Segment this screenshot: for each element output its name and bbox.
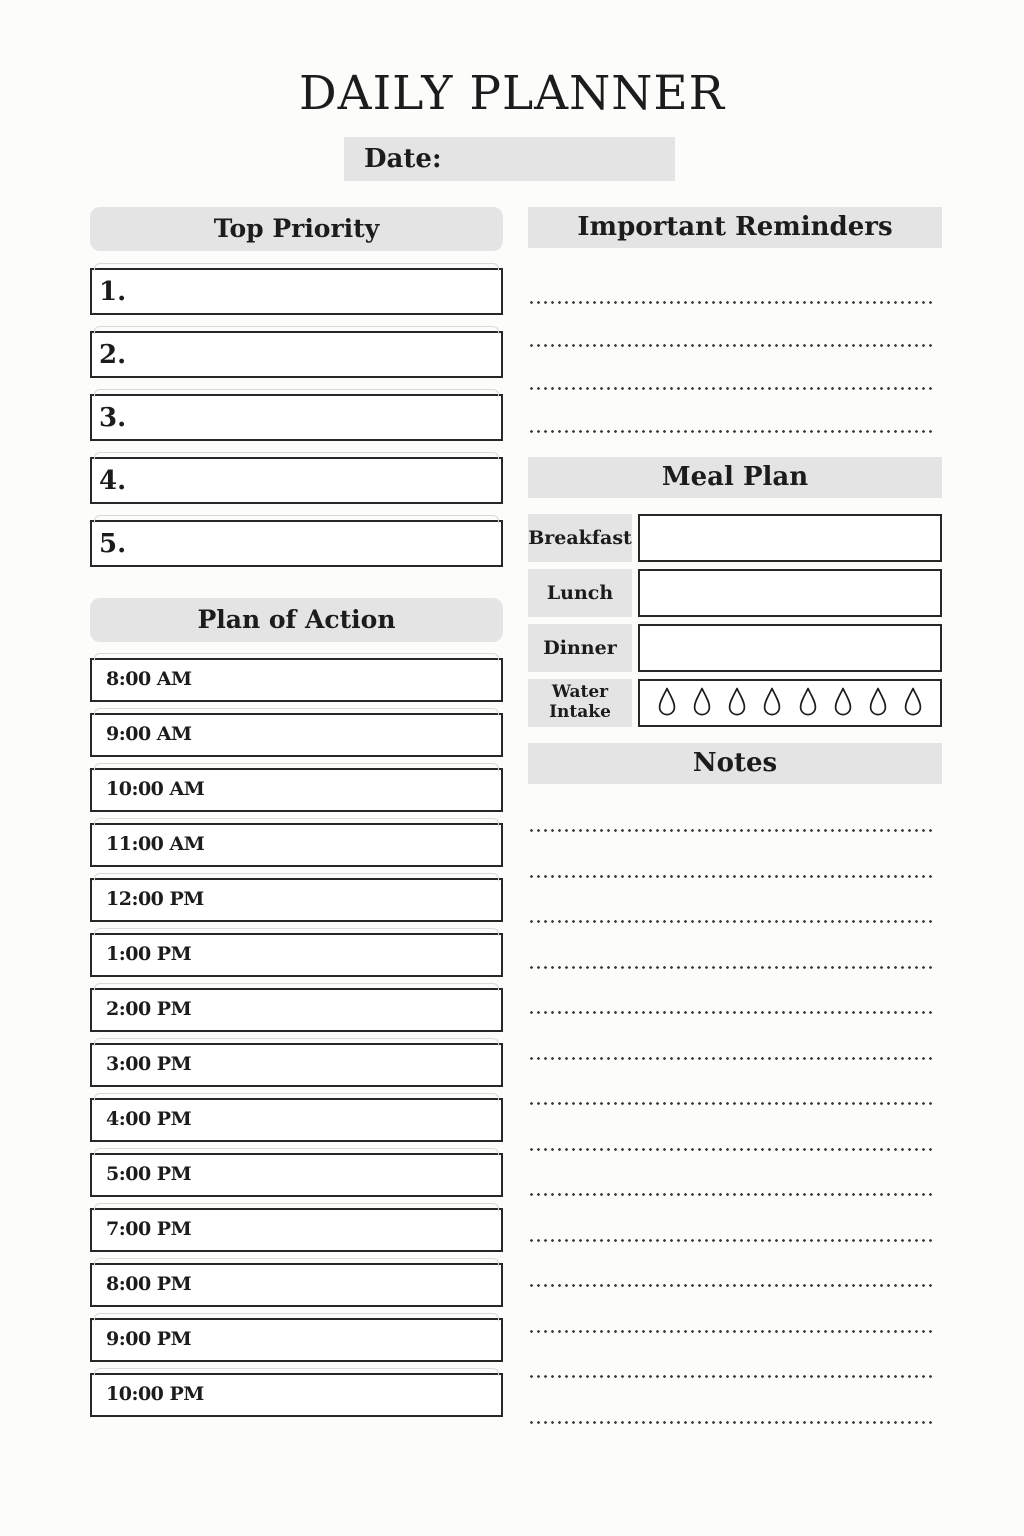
time-slot-box[interactable] — [90, 713, 503, 757]
priority-input-box[interactable] — [90, 394, 503, 441]
priority-number: 2. — [99, 339, 127, 370]
time-slot-label: 1:00 PM — [106, 942, 192, 965]
priority-number: 5. — [99, 528, 127, 559]
time-slot-box[interactable] — [90, 1318, 503, 1362]
note-writing-line[interactable] — [528, 1193, 932, 1196]
priority-input-box[interactable] — [90, 520, 503, 567]
meal-input-box[interactable] — [638, 569, 942, 617]
time-slot-box[interactable] — [90, 1208, 503, 1252]
time-slot-list — [90, 658, 503, 1417]
reminders-lines — [528, 248, 942, 433]
reminder-writing-line[interactable] — [528, 344, 932, 347]
meal-plan-rows — [528, 514, 942, 672]
priority-number: 4. — [99, 465, 127, 496]
water-drop-icon[interactable] — [867, 686, 889, 720]
note-writing-line[interactable] — [528, 1330, 932, 1333]
meal-row — [528, 569, 942, 617]
meal-label: Lunch — [528, 569, 632, 617]
right-column — [528, 207, 942, 1424]
meal-input-box[interactable] — [638, 514, 942, 562]
time-slot-box[interactable] — [90, 1373, 503, 1417]
time-slot-label: 10:00 AM — [106, 777, 205, 800]
time-slot-label: 7:00 PM — [106, 1217, 192, 1240]
time-slot-box[interactable] — [90, 658, 503, 702]
water-intake-label-line1: Water — [551, 682, 609, 703]
important-reminders-header: Important Reminders — [528, 207, 942, 248]
reminder-writing-line[interactable] — [528, 301, 932, 304]
note-writing-line[interactable] — [528, 1239, 932, 1242]
meal-input-box[interactable] — [638, 624, 942, 672]
time-slot-box[interactable] — [90, 1043, 503, 1087]
water-drop-icon[interactable] — [832, 686, 854, 720]
note-writing-line[interactable] — [528, 1421, 932, 1424]
time-slot-label: 3:00 PM — [106, 1052, 192, 1075]
water-drop-icon[interactable] — [797, 686, 819, 720]
water-intake-label — [528, 679, 632, 727]
time-slot-label: 4:00 PM — [106, 1107, 192, 1130]
meal-row — [528, 514, 942, 562]
meal-label: Dinner — [528, 624, 632, 672]
time-slot-label: 9:00 PM — [106, 1327, 192, 1350]
date-field[interactable] — [344, 137, 675, 181]
reminder-writing-line[interactable] — [528, 430, 932, 433]
note-writing-line[interactable] — [528, 1284, 932, 1287]
meal-label: Breakfast — [528, 514, 632, 562]
reminder-writing-line[interactable] — [528, 387, 932, 390]
time-slot-label: 2:00 PM — [106, 997, 192, 1020]
note-writing-line[interactable] — [528, 1375, 932, 1378]
water-intake-label-line2: Intake — [549, 702, 611, 722]
priority-input-box[interactable] — [90, 331, 503, 378]
water-intake-tracker — [638, 679, 942, 727]
time-slot-box[interactable] — [90, 1153, 503, 1197]
time-slot-box[interactable] — [90, 1098, 503, 1142]
water-drop-icon[interactable] — [656, 686, 678, 720]
priority-input-box[interactable] — [90, 268, 503, 315]
plan-of-action-header: Plan of Action — [90, 598, 503, 642]
time-slot-box[interactable] — [90, 933, 503, 977]
priority-number: 1. — [99, 276, 127, 307]
note-writing-line[interactable] — [528, 920, 932, 923]
note-writing-line[interactable] — [528, 1102, 932, 1105]
left-column — [90, 207, 503, 1428]
page-title: DAILY PLANNER — [298, 66, 726, 121]
note-writing-line[interactable] — [528, 1011, 932, 1014]
priority-input-box[interactable] — [90, 457, 503, 504]
notes-lines — [528, 784, 942, 1424]
top-priority-list — [90, 268, 503, 567]
time-slot-label: 8:00 AM — [106, 667, 192, 690]
meal-row — [528, 624, 942, 672]
time-slot-box[interactable] — [90, 878, 503, 922]
note-writing-line[interactable] — [528, 875, 932, 878]
water-drop-icon[interactable] — [691, 686, 713, 720]
notes-header: Notes — [528, 743, 942, 784]
priority-number: 3. — [99, 402, 127, 433]
top-priority-header: Top Priority — [90, 207, 503, 251]
time-slot-label: 10:00 PM — [106, 1382, 204, 1405]
water-drop-icon[interactable] — [902, 686, 924, 720]
time-slot-box[interactable] — [90, 1263, 503, 1307]
note-writing-line[interactable] — [528, 1057, 932, 1060]
water-intake-row — [528, 679, 942, 727]
time-slot-label: 9:00 AM — [106, 722, 192, 745]
time-slot-box[interactable] — [90, 823, 503, 867]
time-slot-label: 12:00 PM — [106, 887, 204, 910]
time-slot-label: 8:00 PM — [106, 1272, 192, 1295]
time-slot-label: 11:00 AM — [106, 832, 205, 855]
time-slot-label: 5:00 PM — [106, 1162, 192, 1185]
meal-plan-header: Meal Plan — [528, 457, 942, 498]
note-writing-line[interactable] — [528, 966, 932, 969]
note-writing-line[interactable] — [528, 1148, 932, 1151]
time-slot-box[interactable] — [90, 768, 503, 812]
date-label: Date: — [364, 144, 442, 174]
water-drop-icon[interactable] — [726, 686, 748, 720]
time-slot-box[interactable] — [90, 988, 503, 1032]
note-writing-line[interactable] — [528, 829, 932, 832]
water-drop-icon[interactable] — [761, 686, 783, 720]
